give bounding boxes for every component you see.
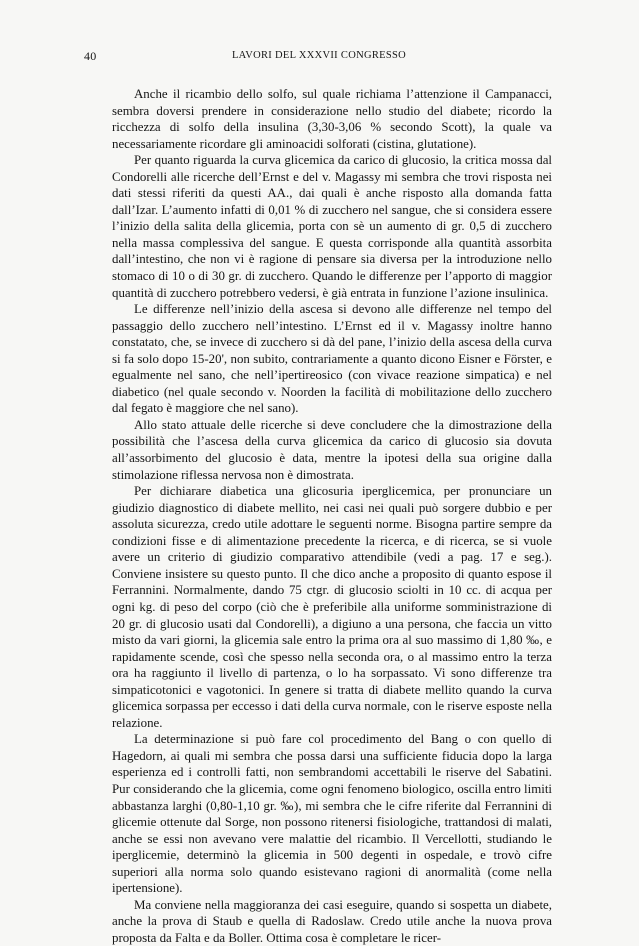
paragraph: Le differenze nell’inizio della ascesa si devono alle differenze nel tempo del passaggio dello zucchero nell’intestino. L’Ernst ed il v. Magassy inoltre hanno constatato, che, se invece di zucchero si dà del pane, l’inizio della ascesa della curva si fa solo dopo 15-20', non subito, contrariamente a quanto dicono Eisner e Förster, e egualmente nel sano, che nell’ipertireosico (con vivace reazione simpatica) e nel diabetico (nel quale secondo v. Noorden la facilità di mobilitazione dello zucchero dal fegato è maggiore che nel sano). <box>112 302 552 416</box>
paragraph: La determinazione si può fare col procedimento del Bang o con quello di Hagedorn, ai quali mi sembra che possa darsi una sufficiente fiducia dopo la larga esperienza ed i controlli fatti, non sembrandomi accettabili le riserve del Sabatini. Pur considerando che la glicemia, come ogni fenomeno biologico, oscilla entro limiti abbastanza larghi (0,80-1,10 gr. ‰), mi sembra che le cifre riferite dal Ferrannini di glicemie ottenute dal Sorge, non possono ritenersi fisiologiche, trattandosi di malati, anche se essi non avevano vere malattie del ricambio. Il Vercellotti, studiando le iperglicemie, determinò la glicemia in 500 degenti in ospedale, e trovò cifre superiori alla norma solo quando esistevano ragioni di anormalità (come nella ipertensione). <box>112 732 552 896</box>
paragraph: Anche il ricambio dello solfo, sul quale richiama l’attenzione il Campanacci, sembra doversi prendere in considerazione nello studio del diabete; ricordo la ricchezza di solfo della insulina (3,30-3,06 % secondo Scott), la quale va necessariamente ricordare gli aminoacidi solforati (cistina, glutatione). <box>112 87 552 151</box>
indented-section <box>90 86 552 946</box>
paragraph: Per dichiarare diabetica una glicosuria iperglicemica, per pronunciare un giudizio diagnostico di diabete mellito, nei casi nei quali può sorgere dubbio e per assoluta sicurezza, credo utile adottare le seguenti norme. Bisogna partire sempre da condizioni fisse e di alimentazione precedente la ricerca, e di ricerca, se si vuole avere un criterio di giudizio comparativo attendibile (vedi a pag. 17 e seg.). Conviene insistere su questo punto. Il che dico anche a proposito di quanto espose il Ferrannini. Normalmente, dando 75 ctgr. di glucosio sciolti in 10 cc. di acqua per ogni kg. di peso del corpo (ciò che è preferibile alla uniforme somministrazione di 20 gr. di glucosio usati dal Condorelli), a digiuno a una persona, che faccia un vitto misto da vari giorni, la glicemia sale entro la prima ora al suo massimo di 1,80 ‰, e rapidamente scende, così che spesso nella seconda ora, o al massimo entro la terza ora ha raggiunto il livello di partenza, o lo ha sorpassato. Vi sono differenze tra simpaticotonici e vagotonici. In genere si tratta di diabete mellito quando la curva glicemica sorpassa per eccesso i dati della curva normale, con le riserve esposte nella relazione. <box>112 484 552 730</box>
paragraph: Ma conviene nella maggioranza dei casi eseguire, quando si sospetta un diabete, anche la prova di Staub e quella di Radoslaw. Credo utile anche la nuova prova proposta da Falta e da Boller. Ottima cosa è completare le ricer- <box>112 897 552 945</box>
paragraph: Allo stato attuale delle ricerche si deve concludere che la dimostrazione della possibilità che l’ascesa della curva glicemica da carico di glucosio sia dovuta all’assorbimento del glucosio è data, mentre la ipotesi della sua origine dalla stimolazione riflessa nervosa non è dimostrata. <box>112 417 552 482</box>
running-header <box>84 49 554 67</box>
body-text <box>90 86 552 946</box>
page-number: 40 <box>84 49 97 63</box>
running-title: LAVORI DEL XXXVII CONGRESSO <box>231 50 407 61</box>
paragraph: Per quanto riguarda la curva glicemica da carico di glucosio, la critica mossa dal Condorelli alle ricerche dell’Ernst e del v. Magassy mi sembra che trovi risposta nei dati stessi riferiti da questi AA., dai quali è anche risposto alla domanda fatta dall’Izar. L’aumento infatti di 0,01 % di zucchero nel sangue, che si considera essere l’inizio della salita della glicemia, porta con sè un aumento di gr. 0,5 di zucchero nella massa complessiva del sangue. E questa corrisponde alla quantità assorbita dall’intestino, che non vi è ragione di pensare sia diversa per la introduzione nello stomaco di 10 o di 30 gr. di zucchero. Quando le differenze per l’apporto di maggior quantità di zucchero potrebbero vedersi, è già entrata in funzione l’azione insulinica. <box>112 153 552 300</box>
